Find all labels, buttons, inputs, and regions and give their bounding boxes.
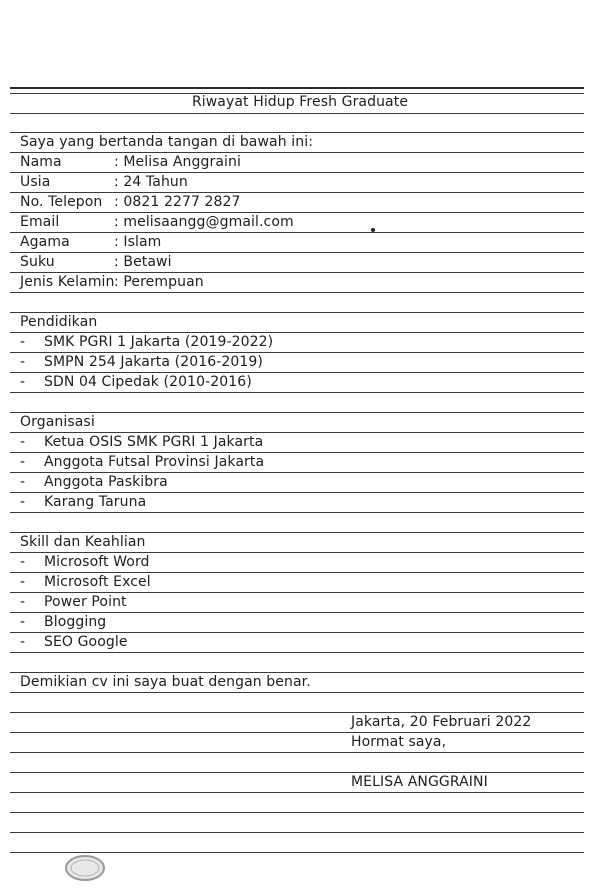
paper-rule xyxy=(10,532,584,533)
paper-rule xyxy=(10,113,584,114)
paper-rule xyxy=(10,652,584,653)
paper-rule xyxy=(10,352,584,353)
watermark-stamp xyxy=(64,854,106,882)
list-item: Microsoft Excel xyxy=(44,574,151,590)
list-item: Blogging xyxy=(44,614,107,630)
list-item: SEO Google xyxy=(44,634,128,650)
paper-rule xyxy=(10,472,584,473)
section-heading-organisasi: Organisasi xyxy=(20,414,95,430)
list-bullet: - xyxy=(20,374,26,390)
identity-label-suku: Suku xyxy=(20,254,55,270)
identity-label-usia: Usia xyxy=(20,174,51,190)
paper-rule xyxy=(10,87,584,89)
paper-rule xyxy=(10,312,584,313)
paper-rule xyxy=(10,492,584,493)
identity-label-jenis-kelamin: Jenis Kelamin xyxy=(20,274,115,290)
identity-value-email: : melisaangg@gmail.com xyxy=(114,214,294,230)
list-item: Microsoft Word xyxy=(44,554,150,570)
paper-rule xyxy=(10,512,584,513)
paper-rule xyxy=(10,712,584,713)
paper-rule xyxy=(10,232,584,233)
paper-rule xyxy=(10,372,584,373)
identity-label-email: Email xyxy=(20,214,60,230)
list-bullet: - xyxy=(20,434,26,450)
signature-name: MELISA ANGGRAINI xyxy=(351,774,488,790)
paper-rule xyxy=(10,392,584,393)
paper-rule xyxy=(10,792,584,793)
list-bullet: - xyxy=(20,474,26,490)
paper-rule xyxy=(10,612,584,613)
list-bullet: - xyxy=(20,454,26,470)
list-item: Anggota Paskibra xyxy=(44,474,168,490)
paper-rule xyxy=(10,132,584,133)
paper-rule xyxy=(10,812,584,813)
intro-text: Saya yang bertanda tangan di bawah ini: xyxy=(20,134,314,150)
list-bullet: - xyxy=(20,634,26,650)
identity-value-jenis-kelamin: : Perempuan xyxy=(114,274,204,290)
identity-value-suku: : Betawi xyxy=(114,254,172,270)
section-heading-skill: Skill dan Keahlian xyxy=(20,534,146,550)
list-bullet: - xyxy=(20,334,26,350)
identity-value-telepon: : 0821 2277 2827 xyxy=(114,194,241,210)
paper-rule xyxy=(10,692,584,693)
list-item: Power Point xyxy=(44,594,127,610)
list-bullet: - xyxy=(20,614,26,630)
paper-rule xyxy=(10,252,584,253)
paper-rule xyxy=(10,832,584,833)
list-item: SDN 04 Cipedak (2010-2016) xyxy=(44,374,252,390)
paper-rule xyxy=(10,732,584,733)
list-bullet: - xyxy=(20,594,26,610)
paper-rule xyxy=(10,452,584,453)
paper-rule xyxy=(10,432,584,433)
paper-rule xyxy=(10,292,584,293)
paper-rule xyxy=(10,752,584,753)
identity-value-nama: : Melisa Anggraini xyxy=(114,154,241,170)
paper-rule xyxy=(10,572,584,573)
section-heading-pendidikan: Pendidikan xyxy=(20,314,98,330)
paper-rule xyxy=(10,772,584,773)
list-bullet: - xyxy=(20,574,26,590)
paper-rule xyxy=(10,172,584,173)
identity-label-agama: Agama xyxy=(20,234,70,250)
paper-rule xyxy=(10,672,584,673)
list-bullet: - xyxy=(20,494,26,510)
identity-label-nama: Nama xyxy=(20,154,62,170)
list-bullet: - xyxy=(20,554,26,570)
identity-label-telepon: No. Telepon xyxy=(20,194,103,210)
list-bullet: - xyxy=(20,354,26,370)
paper-rule xyxy=(10,852,584,853)
list-item: Karang Taruna xyxy=(44,494,147,510)
document-title: Riwayat Hidup Fresh Graduate xyxy=(191,94,409,110)
paper-rule xyxy=(10,332,584,333)
paper-rule xyxy=(10,592,584,593)
list-item: Ketua OSIS SMK PGRI 1 Jakarta xyxy=(44,434,264,450)
list-item: Anggota Futsal Provinsi Jakarta xyxy=(44,454,265,470)
ink-dot xyxy=(371,228,375,232)
paper-rule xyxy=(10,212,584,213)
closing-statement: Demikian cv ini saya buat dengan benar. xyxy=(20,674,311,690)
identity-value-agama: : Islam xyxy=(114,234,162,250)
paper-rule xyxy=(10,552,584,553)
signature-regards: Hormat saya, xyxy=(351,734,447,750)
list-item: SMK PGRI 1 Jakarta (2019-2022) xyxy=(44,334,274,350)
paper-rule xyxy=(10,412,584,413)
paper-rule xyxy=(10,272,584,273)
signature-place-date: Jakarta, 20 Februari 2022 xyxy=(351,714,532,730)
paper-rule xyxy=(10,152,584,153)
list-item: SMPN 254 Jakarta (2016-2019) xyxy=(44,354,263,370)
paper-rule xyxy=(10,192,584,193)
identity-value-usia: : 24 Tahun xyxy=(114,174,188,190)
paper-rule xyxy=(10,632,584,633)
